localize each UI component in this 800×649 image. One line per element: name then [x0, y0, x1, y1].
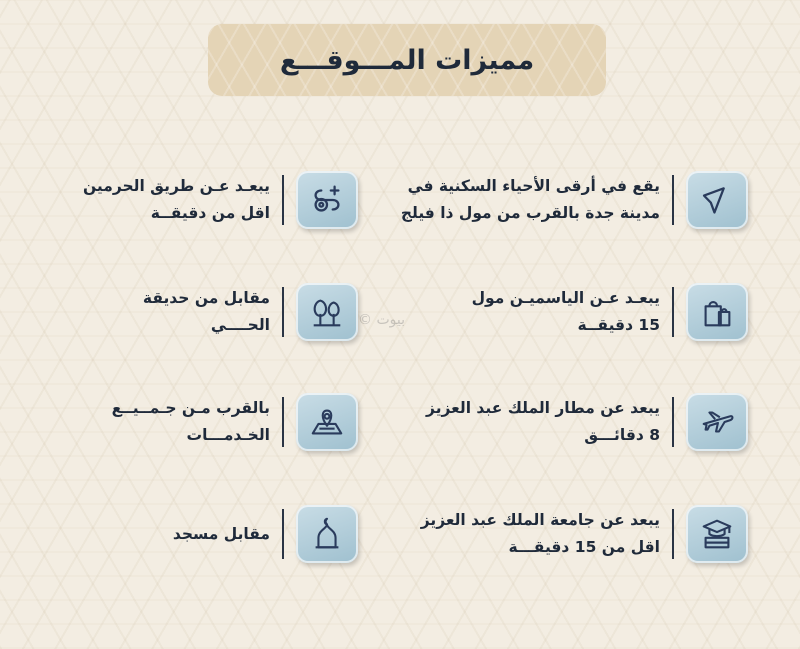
title-banner [208, 24, 606, 96]
shopping-bags-icon [698, 293, 736, 331]
feature-text [112, 395, 270, 449]
feature-location [401, 168, 748, 232]
feature-text [83, 173, 270, 227]
divider [282, 287, 284, 337]
feature-line-2: 8 دقائـــق [584, 426, 660, 444]
feature-text [401, 173, 660, 227]
page-title: مميزات المـــوقـــع [279, 44, 535, 76]
feature-line-1: مقابل مسجد [172, 524, 270, 543]
feature-haramain-road [83, 168, 358, 232]
feature-park [143, 280, 358, 344]
feature-line-2: 15 دقيقــة [577, 316, 660, 334]
feature-icon-tile [296, 171, 358, 229]
feature-line-2: مدينة جدة بالقرب من مول ذا فيلج [400, 204, 660, 222]
feature-line-1: مقابل من حديقة [142, 289, 270, 307]
feature-mosque [173, 502, 358, 566]
feature-line-1: يقع في أرقى الأحياء السكنية في [407, 177, 660, 195]
feature-text [173, 521, 270, 548]
mosque-icon [308, 515, 346, 553]
feature-university [421, 502, 748, 566]
feature-services [112, 390, 358, 454]
divider [282, 509, 284, 559]
feature-icon-tile [686, 393, 748, 451]
map-location-icon [308, 403, 346, 441]
feature-line-1: يبعد عن جامعة الملك عبد العزيز [420, 511, 660, 529]
graduation-books-icon [698, 515, 736, 553]
divider [672, 287, 674, 337]
feature-icon-tile [686, 171, 748, 229]
feature-line-2: الحــــي [210, 316, 270, 334]
feature-line-2: اقل من 15 دقيقـــة [508, 538, 660, 556]
feature-icon-tile [686, 505, 748, 563]
feature-text [472, 285, 660, 339]
divider [672, 509, 674, 559]
feature-line-1: يبعـد عـن الياسميـن مول [471, 289, 660, 307]
feature-text [421, 507, 660, 561]
feature-text [426, 395, 660, 449]
divider [282, 397, 284, 447]
route-road-icon [308, 181, 346, 219]
feature-line-2: اقل من دقيقــة [150, 204, 270, 222]
feature-yasmin-mall [472, 280, 748, 344]
feature-airport [426, 390, 748, 454]
divider [282, 175, 284, 225]
divider [672, 397, 674, 447]
divider [672, 175, 674, 225]
navigation-arrow-icon [698, 181, 736, 219]
feature-line-2: الخـدمـــات [186, 426, 270, 444]
feature-icon-tile [686, 283, 748, 341]
feature-icon-tile [296, 393, 358, 451]
feature-icon-tile [296, 283, 358, 341]
feature-line-1: يبعد عن مطار الملك عبد العزيز [426, 399, 660, 417]
airplane-icon [698, 403, 736, 441]
feature-icon-tile [296, 505, 358, 563]
feature-line-1: يبعـد عـن طريق الحرمين [82, 177, 270, 195]
trees-park-icon [308, 293, 346, 331]
watermark: بيوت © [358, 312, 405, 328]
feature-line-1: بالقرب مـن جـمــيــع [111, 399, 270, 417]
feature-text [143, 285, 270, 339]
